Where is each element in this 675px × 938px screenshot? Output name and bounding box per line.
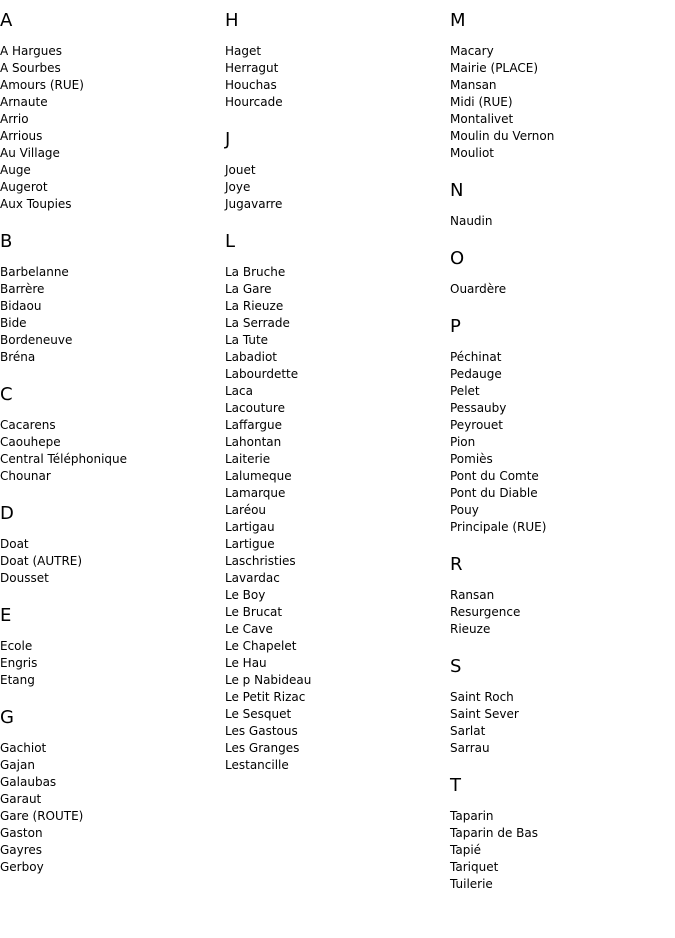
street-link[interactable]: Le Sesquet [225, 707, 292, 721]
letter-heading: R [450, 554, 463, 575]
street-link[interactable]: Laca [225, 384, 253, 398]
street-link[interactable]: Pedauge [450, 367, 502, 381]
street-link[interactable]: Les Gastous [225, 724, 298, 738]
street-link[interactable]: Pelet [450, 384, 480, 398]
street-link[interactable]: Doat (AUTRE) [0, 554, 83, 568]
street-link[interactable]: Arrious [0, 129, 43, 143]
street-link[interactable]: Naudin [450, 214, 493, 228]
street-link[interactable]: Bidaou [0, 299, 42, 313]
street-link[interactable]: Mansan [450, 78, 497, 92]
street-link[interactable]: A Sourbes [0, 61, 61, 75]
street-link[interactable]: A Hargues [0, 44, 62, 58]
street-link[interactable]: Le p Nabideau [225, 673, 312, 687]
street-link[interactable]: Garaut [0, 792, 42, 806]
letter-heading: B [0, 231, 13, 252]
street-link[interactable]: Rieuze [450, 622, 491, 636]
street-link[interactable]: Le Chapelet [225, 639, 297, 653]
index-column-3 [450, 9, 670, 910]
street-link[interactable]: Lartigue [225, 537, 275, 551]
street-link[interactable]: Au Village [0, 146, 60, 160]
street-link[interactable]: Bordeneuve [0, 333, 73, 347]
street-link[interactable]: Pouy [450, 503, 479, 517]
letter-heading: C [0, 384, 13, 405]
street-link[interactable]: Gare (ROUTE) [0, 809, 84, 823]
letter-heading: D [0, 503, 14, 524]
street-link[interactable]: Péchinat [450, 350, 502, 364]
letter-heading: P [450, 316, 461, 337]
street-link[interactable]: Macary [450, 44, 494, 58]
street-link[interactable]: Resurgence [450, 605, 521, 619]
street-link[interactable]: Amours (RUE) [0, 78, 84, 92]
street-link[interactable]: Saint Sever [450, 707, 519, 721]
street-link[interactable]: Pont du Comte [450, 469, 539, 483]
street-link[interactable]: Jugavarre [225, 197, 283, 211]
street-link[interactable]: Pont du Diable [450, 486, 538, 500]
street-link[interactable]: Joye [225, 180, 251, 194]
letter-group-j [225, 128, 445, 213]
letter-heading: J [225, 129, 231, 150]
street-link[interactable]: Jouet [225, 163, 256, 177]
street-link[interactable]: Montalivet [450, 112, 514, 126]
street-link[interactable]: Principale (RUE) [450, 520, 547, 534]
street-link[interactable]: Tapié [450, 843, 482, 857]
street-link[interactable]: Haget [225, 44, 262, 58]
letter-group-b [0, 230, 220, 366]
letter-group-p [450, 315, 670, 536]
letter-group-d [0, 502, 220, 587]
index-column-1 [0, 9, 220, 893]
street-link[interactable]: Ransan [450, 588, 495, 602]
letter-group-n [450, 179, 670, 230]
street-link[interactable]: La Bruche [225, 265, 286, 279]
street-link[interactable]: La Tute [225, 333, 269, 347]
street-link[interactable]: Dousset [0, 571, 49, 585]
street-link[interactable]: Auge [0, 163, 31, 177]
letter-group-a [0, 9, 220, 213]
street-link[interactable]: Barrère [0, 282, 45, 296]
street-link[interactable]: Lestancille [225, 758, 289, 772]
letter-heading: O [450, 248, 465, 269]
letter-group-m [450, 9, 670, 162]
street-link[interactable]: Laffargue [225, 418, 282, 432]
street-link[interactable]: Gaston [0, 826, 43, 840]
street-link[interactable]: Lahontan [225, 435, 282, 449]
street-link[interactable]: Lartigau [225, 520, 275, 534]
street-link[interactable]: La Rieuze [225, 299, 284, 313]
letter-group-s [450, 655, 670, 757]
street-link[interactable]: Labadiot [225, 350, 278, 364]
index-column-2 [225, 9, 445, 791]
letter-heading: G [0, 707, 14, 728]
street-link[interactable]: Hourcade [225, 95, 283, 109]
street-link[interactable]: Gachiot [0, 741, 47, 755]
letter-heading: H [225, 10, 239, 31]
street-link[interactable]: Lacouture [225, 401, 285, 415]
letter-group-t [450, 774, 670, 893]
street-link[interactable]: Le Brucat [225, 605, 283, 619]
letter-heading: M [450, 10, 466, 31]
street-link[interactable]: Etang [0, 673, 35, 687]
street-link[interactable]: Cacarens [0, 418, 56, 432]
letter-heading: E [0, 605, 12, 626]
street-link[interactable]: Peyrouet [450, 418, 503, 432]
street-link[interactable]: Gerboy [0, 860, 44, 874]
street-link[interactable]: Sarlat [450, 724, 486, 738]
street-link[interactable]: Le Petit Rizac [225, 690, 306, 704]
letter-group-h [225, 9, 445, 111]
street-link[interactable]: Les Granges [225, 741, 300, 755]
street-link[interactable]: Labourdette [225, 367, 299, 381]
street-link[interactable]: Mairie (PLACE) [450, 61, 539, 75]
street-link[interactable]: Mouliot [450, 146, 495, 160]
street-link[interactable]: Bréna [0, 350, 36, 364]
street-link[interactable]: Laschristies [225, 554, 296, 568]
letter-group-c [0, 383, 220, 485]
street-link[interactable]: Pessauby [450, 401, 507, 415]
street-link[interactable]: Le Boy [225, 588, 266, 602]
street-link[interactable]: Houchas [225, 78, 277, 92]
street-link[interactable]: Central Téléphonique [0, 452, 128, 466]
street-link[interactable]: Aux Toupies [0, 197, 72, 211]
street-link[interactable]: Augerot [0, 180, 48, 194]
street-link[interactable]: Lalumeque [225, 469, 292, 483]
street-link[interactable]: Le Cave [225, 622, 273, 636]
street-link[interactable]: Chounar [0, 469, 51, 483]
street-link[interactable]: Bide [0, 316, 27, 330]
street-link[interactable]: Sarrau [450, 741, 490, 755]
street-link[interactable]: Lavardac [225, 571, 280, 585]
letter-group-r [450, 553, 670, 638]
letter-group-o [450, 247, 670, 298]
street-link[interactable]: Tuilerie [450, 877, 493, 891]
street-link[interactable]: Pomiès [450, 452, 493, 466]
letter-heading: S [450, 656, 462, 677]
street-link[interactable]: Saint Roch [450, 690, 514, 704]
street-link[interactable]: Barbelanne [0, 265, 69, 279]
letter-heading: A [0, 10, 13, 31]
street-link[interactable]: Tariquet [450, 860, 499, 874]
street-link[interactable]: Le Hau [225, 656, 267, 670]
street-link[interactable]: Pion [450, 435, 476, 449]
street-link[interactable]: Laréou [225, 503, 267, 517]
street-link[interactable]: Caouhepe [0, 435, 61, 449]
letter-heading: T [450, 775, 461, 796]
street-link[interactable]: Arnaute [0, 95, 48, 109]
street-link[interactable]: Taparin [450, 809, 494, 823]
street-link[interactable]: Doat [0, 537, 29, 551]
letter-group-l [225, 230, 445, 774]
street-link[interactable]: Engris [0, 656, 38, 670]
letter-heading: L [225, 231, 236, 252]
street-link[interactable]: Arrio [0, 112, 29, 126]
street-link[interactable]: Lamarque [225, 486, 286, 500]
letter-group-g [0, 706, 220, 876]
street-link[interactable]: Gajan [0, 758, 35, 772]
letter-group-e [0, 604, 220, 689]
street-link[interactable]: Moulin du Vernon [450, 129, 555, 143]
street-link[interactable]: La Serrade [225, 316, 290, 330]
street-link[interactable]: Taparin de Bas [450, 826, 539, 840]
street-link[interactable]: Ecole [0, 639, 33, 653]
street-link[interactable]: La Gare [225, 282, 272, 296]
street-link[interactable]: Ouardère [450, 282, 507, 296]
street-link[interactable]: Midi (RUE) [450, 95, 513, 109]
street-link[interactable]: Herragut [225, 61, 279, 75]
street-link[interactable]: Gayres [0, 843, 43, 857]
street-link[interactable]: Galaubas [0, 775, 57, 789]
street-link[interactable]: Laiterie [225, 452, 271, 466]
letter-heading: N [450, 180, 464, 201]
